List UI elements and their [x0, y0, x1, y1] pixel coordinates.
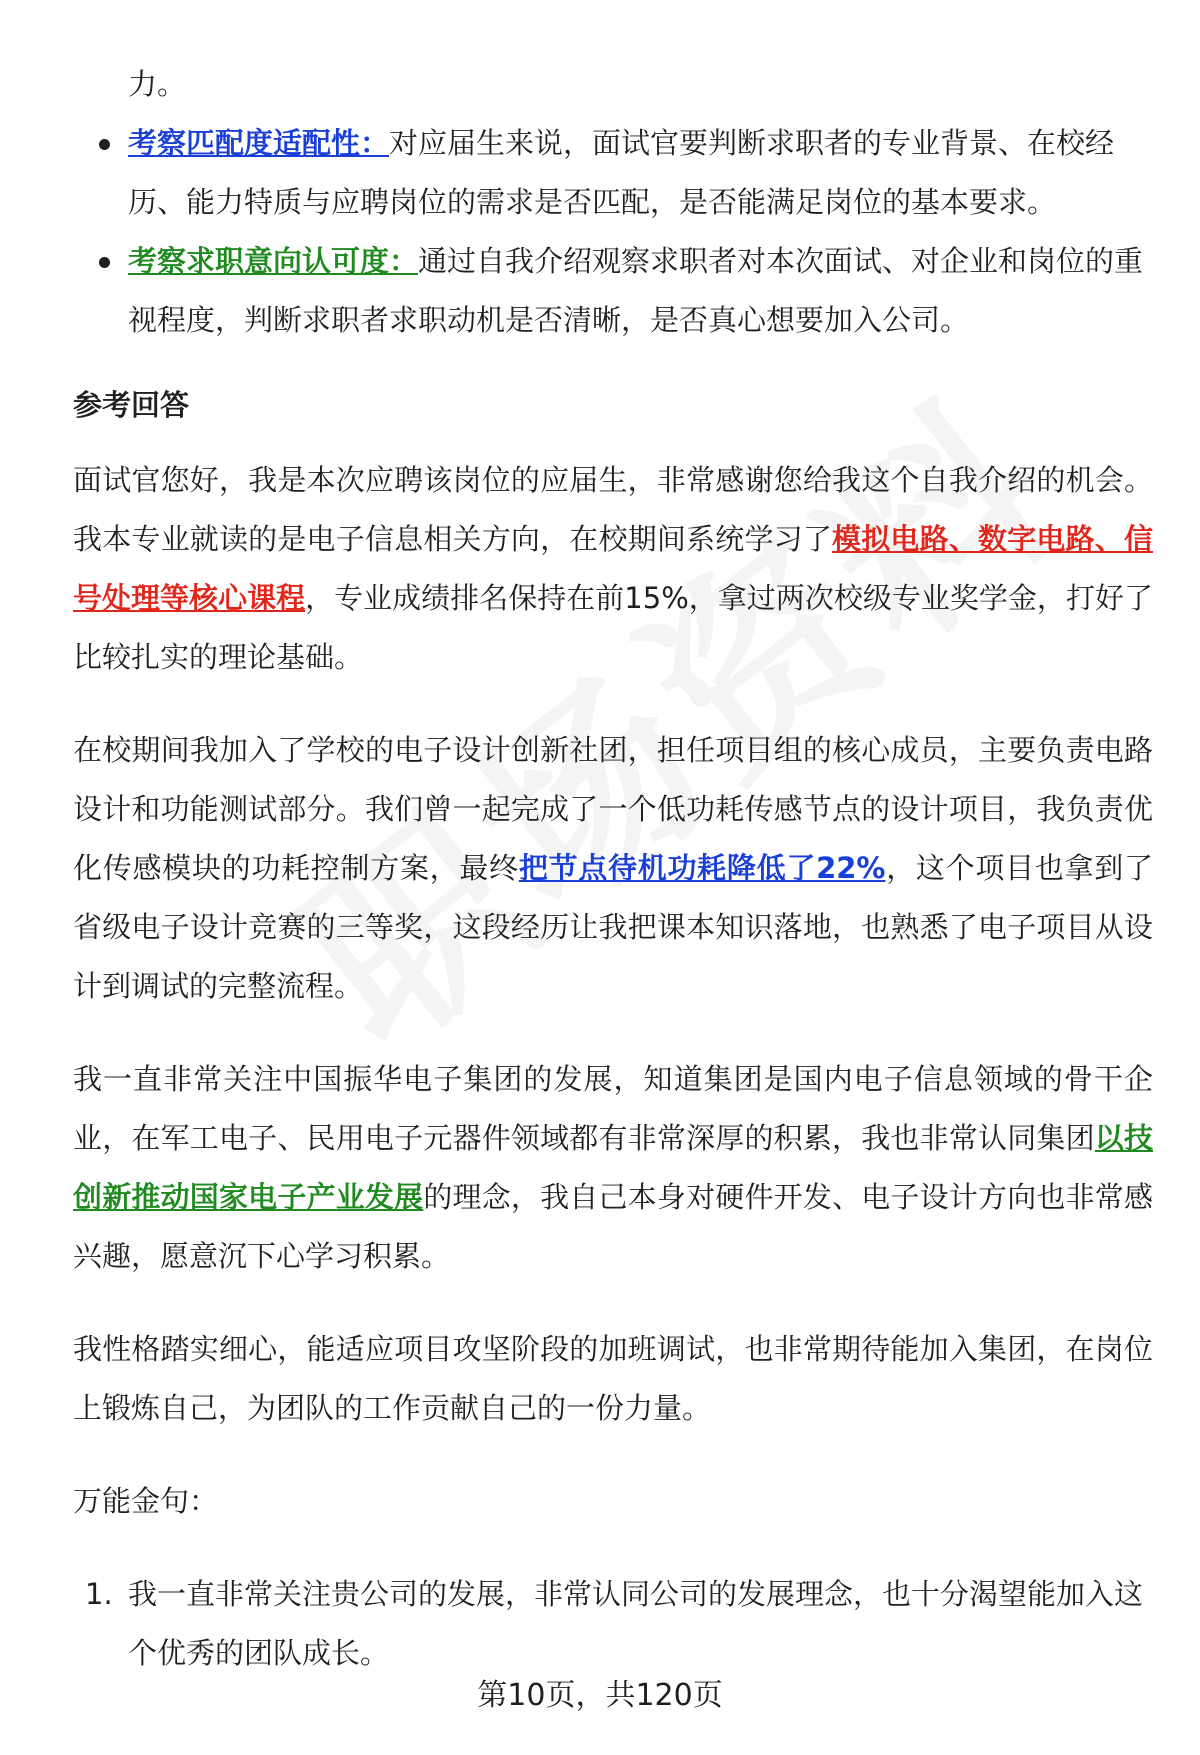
paragraph-text: ，专业成绩排名保持在前15%，拿过两次校级专业奖学金，打好了比较扎实的理论基础。: [73, 581, 1153, 674]
bullet-list: [73, 114, 1153, 350]
bullet-dot-icon: [99, 139, 110, 150]
numbered-list: [73, 1565, 1153, 1683]
universal-phrases-label: 万能金句：: [73, 1484, 219, 1518]
paragraph-text: 在校期间我加入了学校的电子设计创新社团，担任项目组的核心成员，主要负责电路设计和功能测试部分。我们曾一起完成了一个低功耗传感节点的设计项目，我负责优化传感模块的功耗控制方案，最终: [73, 733, 1153, 885]
highlight-philosophy: 以技创新推动国家电子产业发展: [73, 1121, 1153, 1214]
highlight-achievement: 把节点待机功耗降低了22%: [518, 851, 886, 885]
continuation-text: 力。: [128, 67, 187, 101]
paragraph-text: 的理念，我自己本身对硬件开发、电子设计方向也非常感兴趣，愿意沉下心学习积累。: [73, 1180, 1153, 1273]
bullet-keyword: 考察匹配度适配性：: [128, 126, 390, 160]
answer-paragraph-1: [73, 451, 1153, 687]
answer-paragraph-2: [73, 721, 1153, 1016]
numbered-item: [73, 1565, 1153, 1683]
paragraph-text: 我一直非常关注中国振华电子集团的发展，知道集团是国内电子信息领域的骨干企业，在军工电子、民用电子元器件领域都有非常深厚的积累，我也非常认同集团: [73, 1062, 1153, 1155]
answer-paragraph-4: 我性格踏实细心，能适应项目攻坚阶段的加班调试，也非常期待能加入集团，在岗位上锻炼自己，为团队的工作贡献自己的一份力量。: [73, 1332, 1153, 1425]
section-title: 参考回答: [73, 388, 190, 422]
highlight-courses: 模拟电路、数字电路、信号处理等核心课程: [73, 522, 1153, 615]
bullet-text: 对应届生来说，面试官要判断求职者的专业背景、在校经历、能力特质与应聘岗位的需求是否匹配，是否能满足岗位的基本要求。: [128, 126, 1115, 219]
answer-paragraph-3: [73, 1050, 1153, 1286]
page-content: [73, 55, 1153, 1683]
bullet-item: [73, 232, 1153, 350]
paragraph-text: 面试官您好，我是本次应聘该岗位的应届生，非常感谢您给我这个自我介绍的机会。我本专业就读的是电子信息相关方向，在校期间系统学习了: [73, 463, 1153, 556]
item-number: 1.: [85, 1577, 113, 1611]
paragraph-text: ，这个项目也拿到了省级电子设计竞赛的三等奖，这段经历让我把课本知识落地，也熟悉了电子项目从设计到调试的完整流程。: [73, 851, 1153, 1003]
item-text: 我一直非常关注贵公司的发展，非常认同公司的发展理念，也十分渴望能加入这个优秀的团队成长。: [128, 1577, 1144, 1670]
bullet-item: [73, 114, 1153, 232]
bullet-keyword: 考察求职意向认可度：: [128, 244, 419, 278]
bullet-text: 通过自我介绍观察求职者对本次面试、对企业和岗位的重视程度，判断求职者求职动机是否清晰，是否真心想要加入公司。: [128, 244, 1144, 337]
page-footer: 第10页，共120页: [477, 1678, 723, 1713]
bullet-dot-icon: [99, 257, 110, 268]
